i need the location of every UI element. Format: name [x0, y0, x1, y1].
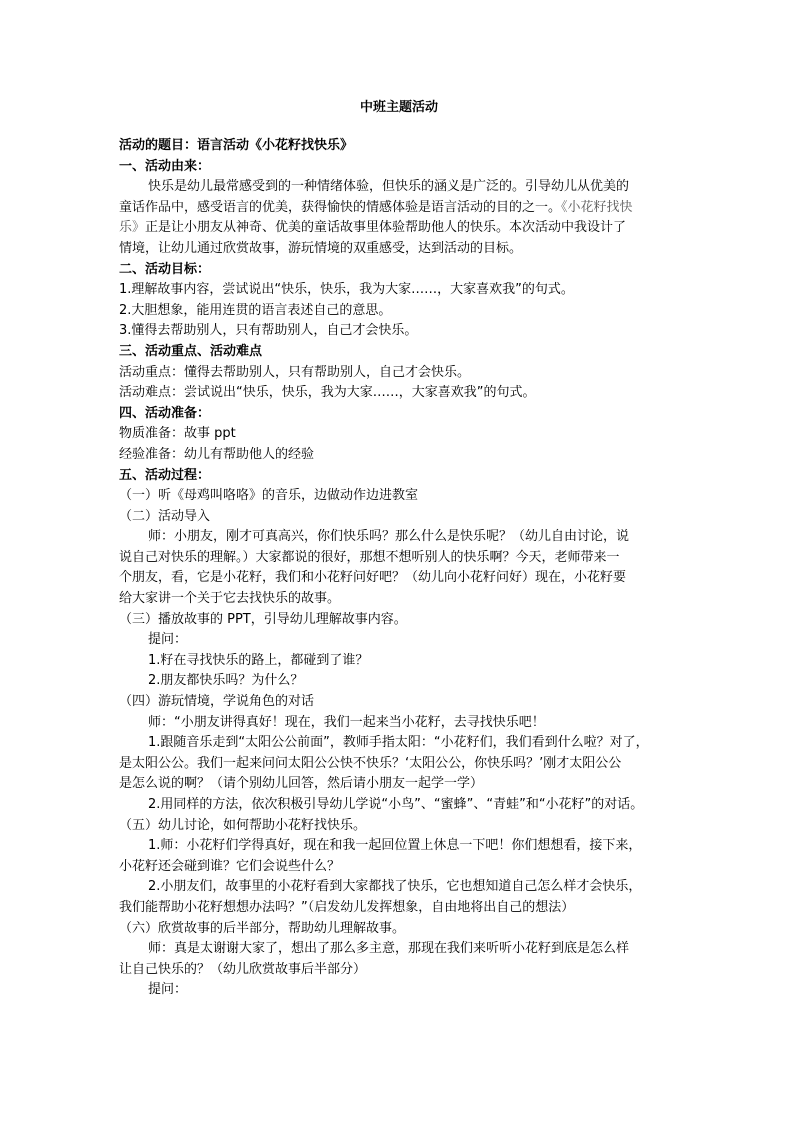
paragraph-line: 2.小朋友们，故事里的小花籽看到大家都找了快乐，它也想知道自己怎么样才会快乐， — [148, 879, 642, 895]
paragraph-line: 提问： — [148, 632, 188, 648]
list-item: 经验准备：幼儿有帮助他人的经验 — [119, 446, 315, 462]
text-run: 乐》 — [119, 220, 146, 236]
section-heading: 三、活动重点、活动难点 — [119, 343, 263, 359]
step-heading: （五）幼儿讨论，如何帮助小花籽找快乐。 — [119, 817, 367, 833]
paragraph-line: 让自己快乐的？（幼儿欣赏故事后半部分） — [119, 961, 367, 977]
list-item: 1.理解故事内容，尝试说出“快乐，快乐，我为大家……，大家喜欢我”的句式。 — [119, 282, 574, 298]
page-title: 中班主题活动 — [359, 100, 438, 115]
activity-topic: 活动的题目：语言活动《小花籽找快乐》 — [119, 138, 354, 153]
text-run: 童话作品中，感受语言的优美，获得愉快的情感体验是语言活动的目的之一。 — [119, 199, 562, 215]
paragraph-line: 个朋友，看，它是小花籽，我们和小花籽问好吧？（幼儿向小花籽问好）现在，小花籽要 — [119, 570, 627, 586]
paragraph-line: 情境，让幼儿通过欣赏故事，游玩情境的双重感受，达到活动的目标。 — [119, 240, 523, 256]
paragraph-line — [119, 218, 679, 239]
text-run: 正是让小朋友从神奇、优美的童话故事里体验帮助他人的快乐。本次活动中我设计了 — [145, 220, 627, 236]
paragraph-line: 提问： — [148, 982, 188, 998]
step-heading: （六）欣赏故事的后半部分，帮助幼儿理解故事。 — [119, 920, 406, 936]
step-heading: （二）活动导入 — [119, 508, 211, 524]
paragraph-line: 2.用同样的方法，依次积极引导幼儿学说“小鸟”、“蜜蜂”、“青蛙”和“小花籽”的对话。 — [148, 797, 644, 812]
paragraph-line: 说自己对快乐的理解。）大家都说的很好，那想不想听别人的快乐啊？今天，老师带来一 — [119, 549, 620, 565]
section-heading: 二、活动目标： — [119, 261, 211, 277]
paragraph-line: 1.跟随音乐走到“太阳公公前面”，教师手指太阳：“小花籽们，我们看到什么啦？对了， — [148, 735, 649, 751]
paragraph-line: 师：真是太谢谢大家了，想出了那么多主意，那现在我们来听听小花籽到底是怎么样 — [148, 941, 630, 957]
paragraph-line: 2.朋友都快乐吗？为什么？ — [148, 673, 304, 689]
text-run: 《小花籽找快 — [561, 199, 633, 215]
document-page — [119, 98, 679, 1001]
paragraph-line: 师：小朋友，刚才可真高兴，你们快乐吗？那么什么是快乐呢？（幼儿自由讨论，说 — [148, 529, 630, 545]
section-heading: 四、活动准备： — [119, 405, 211, 421]
list-item: 2.大胆想象，能用连贯的语言表述自己的意思。 — [119, 302, 392, 318]
paragraph-line: 是太阳公公。我们一起来问问太阳公公快不快乐？‘太阳公公，你快乐吗？’刚才太阳公公 — [119, 755, 622, 771]
section-heading: 五、活动过程： — [119, 467, 211, 483]
list-item: 物质准备：故事 ppt — [119, 426, 236, 442]
list-item: 活动难点：尝试说出“快乐，快乐，我为大家……，大家喜欢我”的句式。 — [119, 385, 536, 401]
paragraph-line: 师：“小朋友讲得真好！现在，我们一起来当小花籽，去寻找快乐吧！ — [148, 714, 545, 730]
paragraph-line: 快乐是幼儿最常感受到的一种情绪体验，但快乐的涵义是广泛的。引导幼儿从优美的 — [148, 179, 630, 195]
paragraph-line: 给大家讲一个关于它去找快乐的故事。 — [119, 591, 341, 607]
list-item: 活动重点：懂得去帮助别人，只有帮助别人，自己才会快乐。 — [119, 364, 471, 380]
section-heading: 一、活动由来： — [119, 158, 211, 174]
step-heading: （一）听《母鸡叫咯咯》的音乐，边做动作边进教室 — [119, 488, 419, 504]
paragraph-line: 1.籽在寻找快乐的路上，都碰到了谁？ — [148, 652, 369, 668]
list-item: 3.懂得去帮助别人，只有帮助别人，自己才会快乐。 — [119, 323, 418, 339]
step-heading: （四）游玩情境，学说角色的对话 — [119, 694, 315, 710]
paragraph-line: 1.师：小花籽们学得真好，现在和我一起回位置上休息一下吧！你们想想看，接下来， — [148, 838, 642, 854]
paragraph-line: 是怎么说的啊？（请个别幼儿回答，然后请小朋友一起学一学） — [119, 776, 484, 792]
paragraph-line — [119, 198, 679, 219]
step-heading: （三）播放故事的 PPT，引导幼儿理解故事内容。 — [119, 611, 407, 627]
paragraph-line: 小花籽还会碰到谁？它们会说些什么？ — [119, 858, 341, 874]
paragraph-line: 我们能帮助小花籽想想办法吗？”（启发幼儿发挥想象，自由地将出自己的想法） — [119, 899, 575, 915]
